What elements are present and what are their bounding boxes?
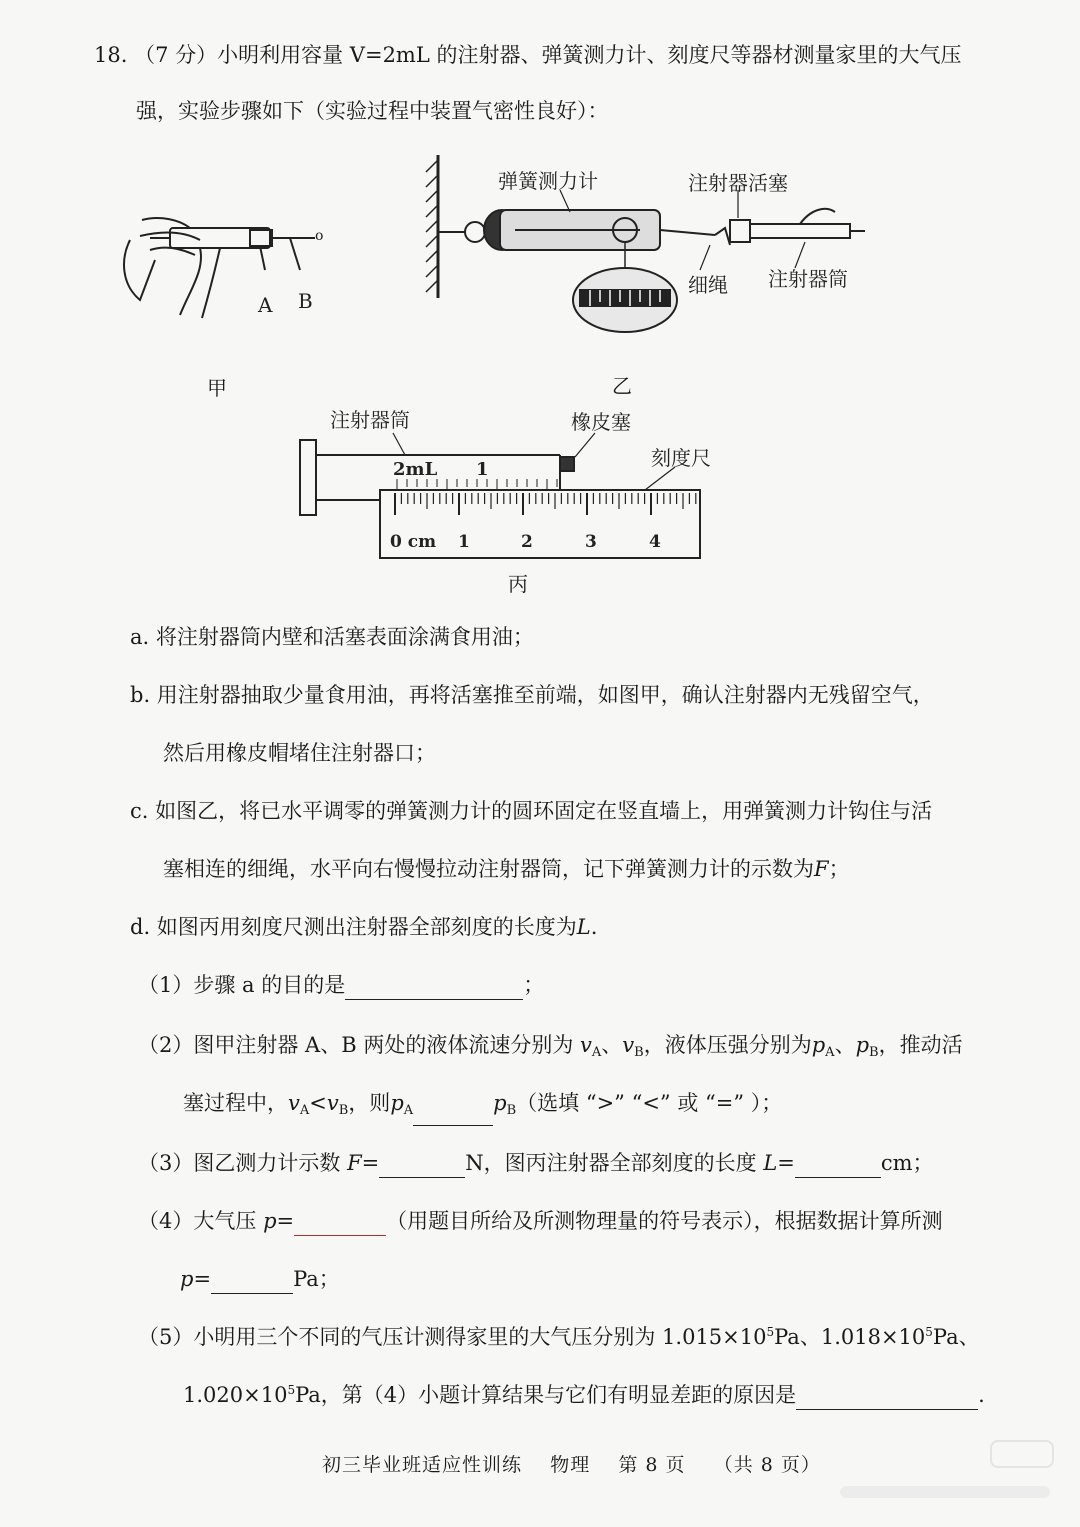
q4-eq: =: [276, 1209, 295, 1233]
q2-pb-sub-2: B: [506, 1103, 517, 1118]
bing-label-barrel: 注射器筒: [330, 408, 410, 432]
q5-exp-2: 5: [925, 1325, 933, 1339]
step-c-2-var: F: [814, 857, 829, 881]
q2-vb-sub: B: [634, 1045, 644, 1060]
bing-label-stopper: 橡皮塞: [571, 410, 631, 434]
q5-text-2: 1.020×10: [183, 1383, 288, 1407]
figure-jia-illustration: [110, 200, 340, 330]
q4-text-1: 大气压: [193, 1209, 257, 1233]
step-d: [130, 912, 597, 942]
q1-end: ；: [523, 973, 545, 997]
question-intro-1: （7 分）小明利用容量 V=2mL 的注射器、弹簧测力计、刻度尺等器材测量家里的大气压: [134, 43, 962, 67]
ruler-tick-marks: [395, 493, 696, 515]
q3-unit-cm: cm；: [880, 1151, 934, 1175]
q2-answer-blank[interactable]: [413, 1103, 493, 1126]
q2-text-2c: （选填 “>” “<” 或 “=” ）；: [516, 1091, 783, 1115]
bing-ruler-label-4: 4: [649, 532, 661, 552]
subquestion-2-line-2: [183, 1088, 782, 1126]
step-b-2: 然后用橡皮帽堵住注射器口；: [163, 741, 436, 765]
q3-var-l: L: [763, 1151, 778, 1175]
q2-text-1b: ，液体压强分别为: [643, 1033, 812, 1057]
q2-text-1c: ，推动活: [878, 1033, 963, 1057]
step-d-end: .: [590, 915, 598, 939]
bing-ruler-label-2: 2: [521, 532, 533, 552]
q5-end: .: [978, 1383, 985, 1407]
subquestion-5-line-2: [183, 1380, 985, 1410]
q2-pb: p: [855, 1033, 870, 1057]
q5-text-1c: Pa、: [932, 1325, 980, 1349]
question-intro-2: 强，实验步骤如下（实验过程中装置气密性良好）：: [136, 99, 609, 123]
jia-drops: ο: [315, 228, 324, 244]
page-footer: [322, 1450, 821, 1477]
q2-vb: v: [622, 1033, 635, 1057]
q2-pa-sub-2: A: [403, 1103, 414, 1118]
footer-total: （共 8 页）: [713, 1454, 821, 1476]
q5-text-2b: Pa，第（4）小题计算结果与它们有明显差距的原因是: [295, 1383, 797, 1407]
q4-var-p-2: p: [180, 1267, 194, 1291]
step-c-2-text: 塞相连的细绳，水平向右慢慢拉动注射器筒，记下弹簧测力计的示数为: [163, 857, 814, 881]
figure-bing-illustration: [295, 405, 725, 565]
q4-value-blank[interactable]: [211, 1271, 293, 1294]
q4-var-p: p: [263, 1209, 277, 1233]
q3-force-blank[interactable]: [379, 1155, 465, 1178]
footer-course: 初三毕业班适应性训练: [322, 1454, 523, 1476]
q2-pa-sub: A: [825, 1045, 835, 1060]
step-b-1: b. 用注射器抽取少量食用油，再将活塞推至前端，如图甲，确认注射器内无残留空气，: [130, 683, 934, 707]
q3-text-1: 图乙测力计示数: [193, 1151, 341, 1175]
q3-eq-2: =: [777, 1151, 795, 1175]
watermark-badge: [990, 1440, 1054, 1468]
figure-yi-illustration: [420, 150, 880, 350]
yi-label-string: 细绳: [688, 273, 728, 297]
step-c-1: c. 如图乙，将已水平调零的弹簧测力计的圆环固定在竖直墙上，用弹簧测力计钩住与活: [130, 799, 933, 823]
q4-num: （4）: [138, 1209, 194, 1233]
step-d-text: d. 如图丙用刻度尺测出注射器全部刻度的长度为: [130, 915, 577, 939]
question-number: 18.: [94, 43, 128, 67]
subquestion-2-line-1: [138, 1030, 963, 1068]
figure-yi-caption: 乙: [612, 374, 632, 398]
subquestion-5-line-1: [138, 1322, 980, 1352]
q2-sep-1: 、: [601, 1033, 623, 1057]
q2-sep-2: 、: [834, 1033, 856, 1057]
q2-num: （2）: [138, 1033, 194, 1057]
q4-formula-blank[interactable]: [294, 1213, 386, 1236]
q3-length-blank[interactable]: [795, 1155, 881, 1178]
step-a: a. 将注射器筒内壁和活塞表面涂满食用油；: [130, 625, 534, 649]
q2-vb-sub-2: B: [338, 1103, 349, 1118]
step-c-2-end: ；: [828, 857, 850, 881]
step-c-2: [163, 854, 850, 884]
bing-label-ruler: 刻度尺: [651, 446, 711, 470]
q5-exp-1: 5: [766, 1325, 775, 1339]
q5-text-1b: Pa、1.018×10: [774, 1325, 926, 1349]
q2-pb-2: p: [493, 1091, 507, 1115]
q3-eq-1: =: [361, 1151, 380, 1175]
q2-text-1: 图甲注射器 A、B 两处的液体流速分别为: [193, 1033, 574, 1057]
q2-lt: <: [309, 1091, 327, 1115]
q5-reason-blank[interactable]: [796, 1387, 978, 1410]
question-line-1: [94, 40, 961, 70]
subquestion-1: [138, 970, 544, 1000]
footer-subject: 物理: [550, 1454, 591, 1476]
yi-label-plunger: 注射器活塞: [688, 171, 788, 195]
subquestion-4-line-2: [180, 1264, 340, 1294]
subquestion-4-line-1: [138, 1206, 943, 1236]
q3-var-f: F: [347, 1151, 362, 1175]
bing-syringe-mark-1: 1: [476, 459, 489, 480]
jia-label-a: A: [258, 293, 273, 317]
jia-label-b: B: [298, 289, 313, 313]
q5-exp-3: 5: [287, 1383, 296, 1397]
footer-page: 第 8 页: [618, 1454, 686, 1476]
bing-ruler-label-0: 0 cm: [390, 532, 437, 552]
q2-va-2: v: [288, 1091, 300, 1115]
figure-jia-caption: 甲: [207, 376, 227, 400]
q3-num: （3）: [138, 1151, 194, 1175]
bing-ruler-label-1: 1: [458, 532, 470, 552]
q2-pa-2: p: [390, 1091, 404, 1115]
q2-pb-sub: B: [869, 1045, 879, 1060]
q3-unit-n: N，图丙注射器全部刻度的长度: [465, 1151, 757, 1175]
bing-syringe-mark-2ml: 2mL: [393, 459, 438, 480]
q2-va-sub: A: [591, 1045, 602, 1060]
figure-bing-caption: 丙: [508, 572, 528, 596]
bing-ruler-label-3: 3: [585, 532, 597, 552]
q2-pa: p: [811, 1033, 826, 1057]
q2-va-sub-2: A: [299, 1103, 310, 1118]
q2-text-2: 塞过程中，: [183, 1091, 288, 1115]
q2-va: v: [580, 1033, 592, 1057]
yi-label-spring-scale: 弹簧测力计: [498, 169, 598, 193]
q1-text: 步骤 a 的目的是: [193, 973, 346, 997]
q4-unit-pa: Pa；: [293, 1267, 340, 1291]
q5-num: （5）: [138, 1325, 194, 1349]
q2-vb-2: v: [326, 1091, 339, 1115]
watermark-strip: [840, 1486, 1050, 1498]
q4-eq-2: =: [193, 1267, 212, 1291]
q5-text-1: 小明用三个不同的气压计测得家里的大气压分别为 1.015×10: [193, 1325, 767, 1349]
step-d-var: L: [576, 915, 591, 939]
q2-text-2b: ，则: [348, 1091, 391, 1115]
q1-answer-blank[interactable]: [345, 977, 523, 1000]
q1-num: （1）: [138, 973, 194, 997]
q4-text-1b: （用题目所给及所测物理量的符号表示），根据数据计算所测: [386, 1209, 943, 1233]
yi-label-barrel: 注射器筒: [768, 267, 848, 291]
subquestion-3: [138, 1148, 934, 1178]
